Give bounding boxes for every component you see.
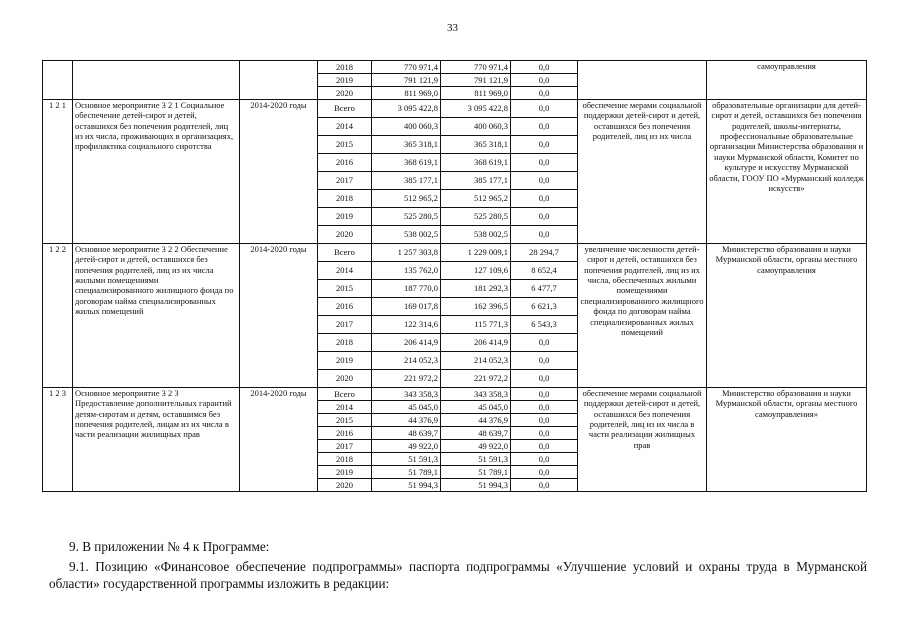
- measure-code: 1 2 2: [43, 244, 73, 388]
- total-cell: 48 639,7: [372, 427, 441, 440]
- year-cell: 2020: [318, 479, 372, 492]
- table-row: [43, 388, 867, 401]
- regional-budget-cell: 400 060,3: [441, 118, 511, 136]
- year-cell: 2017: [318, 440, 372, 453]
- total-cell: 525 280,5: [372, 208, 441, 226]
- measure-period: 2014-2020 годы: [240, 244, 318, 388]
- measure-name: Основное мероприятие 3 2 1 Социальное обеспечение детей-сирот и детей, оставшихся без попечения родителей, лиц из их числа, проживающих в организациях, профилактика социального сиротства: [73, 100, 240, 244]
- other-sources-cell: 0,0: [511, 118, 578, 136]
- other-sources-cell: 6 477,7: [511, 280, 578, 298]
- other-sources-cell: 8 652,4: [511, 262, 578, 280]
- other-sources-cell: 0,0: [511, 226, 578, 244]
- other-sources-cell: 0,0: [511, 87, 578, 100]
- total-cell: 49 922,0: [372, 440, 441, 453]
- regional-budget-cell: 45 045,0: [441, 401, 511, 414]
- regional-budget-cell: 3 095 422,8: [441, 100, 511, 118]
- total-cell: 400 060,3: [372, 118, 441, 136]
- total-cell: 365 318,1: [372, 136, 441, 154]
- year-cell: 2014: [318, 262, 372, 280]
- table-row: [43, 244, 867, 262]
- year-cell: 2016: [318, 154, 372, 172]
- regional-budget-cell: 538 002,5: [441, 226, 511, 244]
- regional-budget-cell: 343 358,3: [441, 388, 511, 401]
- measure-name: Основное мероприятие 3 2 2 Обеспечение детей-сирот и детей, оставшихся без попечения родителей, лиц из их числа жилыми помещениями специализированного жилищного фонда по договорам найма специализированных жилых помещений: [73, 244, 240, 388]
- measure-name: Основное мероприятие 3 2 3 Предоставление дополнительных гарантий детям-сиротам и детям, оставшимся без попечения родителей, лицам из их числа в части реализации жилищных прав: [73, 388, 240, 492]
- year-cell: 2019: [318, 208, 372, 226]
- total-cell: 770 971,4: [372, 61, 441, 74]
- year-cell: 2020: [318, 87, 372, 100]
- other-sources-cell: 0,0: [511, 479, 578, 492]
- regional-budget-cell: 48 639,7: [441, 427, 511, 440]
- regional-budget-cell: 525 280,5: [441, 208, 511, 226]
- regional-budget-cell: 51 994,3: [441, 479, 511, 492]
- year-cell: 2020: [318, 370, 372, 388]
- year-cell: 2018: [318, 190, 372, 208]
- regional-budget-cell: 221 972,2: [441, 370, 511, 388]
- year-cell: Всего: [318, 244, 372, 262]
- year-cell: 2017: [318, 316, 372, 334]
- paragraph-appendix-4: 9. В приложении № 4 к Программе:: [69, 539, 270, 554]
- regional-budget-cell: 181 292,3: [441, 280, 511, 298]
- measure-result: обеспечение мерами социальной поддержки детей-сирот и детей, оставшихся без попечения родителей, лиц из их числа: [578, 100, 707, 244]
- total-cell: 368 619,1: [372, 154, 441, 172]
- total-cell: 221 972,2: [372, 370, 441, 388]
- regional-budget-cell: 1 229 009,1: [441, 244, 511, 262]
- page-number: 33: [447, 22, 458, 34]
- paragraph-9-1: 9.1. Позицию «Финансовое обеспечение подпрограммы» паспорта подпрограммы «Улучшение условий и охраны труда в Мурманской области» государственной программы изложить в редакции:: [49, 559, 867, 591]
- other-sources-cell: 0,0: [511, 388, 578, 401]
- other-sources-cell: 0,0: [511, 401, 578, 414]
- year-cell: 2019: [318, 466, 372, 479]
- year-cell: 2014: [318, 401, 372, 414]
- other-sources-cell: 0,0: [511, 466, 578, 479]
- year-cell: 2015: [318, 280, 372, 298]
- table-row: [43, 61, 867, 74]
- year-cell: 2015: [318, 136, 372, 154]
- other-sources-cell: 0,0: [511, 154, 578, 172]
- other-sources-cell: 0,0: [511, 136, 578, 154]
- regional-budget-cell: 49 922,0: [441, 440, 511, 453]
- measure-executor: Министерство образования и науки Мурманской области, органы местного самоуправления»: [707, 388, 867, 492]
- total-cell: 214 052,3: [372, 352, 441, 370]
- total-cell: 385 177,1: [372, 172, 441, 190]
- total-cell: 791 121,9: [372, 74, 441, 87]
- total-cell: 811 969,0: [372, 87, 441, 100]
- measures-body: [43, 100, 867, 492]
- total-cell: 538 002,5: [372, 226, 441, 244]
- total-cell: 1 257 303,8: [372, 244, 441, 262]
- total-cell: 51 789,1: [372, 466, 441, 479]
- other-sources-cell: 6 621,3: [511, 298, 578, 316]
- other-sources-cell: 0,0: [511, 74, 578, 87]
- regional-budget-cell: 214 052,3: [441, 352, 511, 370]
- program-measures-table: [42, 60, 867, 492]
- year-cell: 2015: [318, 414, 372, 427]
- other-sources-cell: 28 294,7: [511, 244, 578, 262]
- total-cell: 51 994,3: [372, 479, 441, 492]
- total-cell: 512 965,2: [372, 190, 441, 208]
- year-cell: 2020: [318, 226, 372, 244]
- year-cell: 2016: [318, 298, 372, 316]
- measure-executor: Министерство образования и науки Мурманской области, органы местного самоуправления: [707, 244, 867, 388]
- other-sources-cell: 0,0: [511, 427, 578, 440]
- regional-budget-cell: 811 969,0: [441, 87, 511, 100]
- total-cell: 206 414,9: [372, 334, 441, 352]
- other-sources-cell: 6 543,3: [511, 316, 578, 334]
- measure-code: 1 2 1: [43, 100, 73, 244]
- regional-budget-cell: 51 789,1: [441, 466, 511, 479]
- regional-budget-cell: 206 414,9: [441, 334, 511, 352]
- measure-period: 2014-2020 годы: [240, 388, 318, 492]
- other-sources-cell: 0,0: [511, 190, 578, 208]
- regional-budget-cell: 115 771,3: [441, 316, 511, 334]
- other-sources-cell: 0,0: [511, 352, 578, 370]
- total-cell: 122 314,6: [372, 316, 441, 334]
- total-cell: 3 095 422,8: [372, 100, 441, 118]
- year-cell: 2019: [318, 74, 372, 87]
- year-cell: Всего: [318, 388, 372, 401]
- regional-budget-cell: 770 971,4: [441, 61, 511, 74]
- regional-budget-cell: 368 619,1: [441, 154, 511, 172]
- year-cell: 2018: [318, 453, 372, 466]
- measure-result: обеспечение мерами социальной поддержки детей-сирот и детей, оставшихся без попечения родителей, лиц из их числа в части реализации жилищных прав: [578, 388, 707, 492]
- year-cell: 2014: [318, 118, 372, 136]
- total-cell: 187 770,0: [372, 280, 441, 298]
- measure-code: 1 2 3: [43, 388, 73, 492]
- regional-budget-cell: 512 965,2: [441, 190, 511, 208]
- year-cell: 2018: [318, 61, 372, 74]
- year-cell: Всего: [318, 100, 372, 118]
- other-sources-cell: 0,0: [511, 370, 578, 388]
- total-cell: 44 376,9: [372, 414, 441, 427]
- regional-budget-cell: 44 376,9: [441, 414, 511, 427]
- total-cell: 45 045,0: [372, 401, 441, 414]
- other-sources-cell: 0,0: [511, 414, 578, 427]
- measure-executor: образовательные организации для детей-сирот и детей, оставшихся без попечения родителей, школы-интернаты, профессиональные образовательные организации Министерства образования и науки Мурманской области, Комитет по культуре и искусству Мурманской области, ГООУ ПО «Мурманский колледж искусств»: [707, 100, 867, 244]
- other-sources-cell: 0,0: [511, 172, 578, 190]
- total-cell: 343 358,3: [372, 388, 441, 401]
- regional-budget-cell: 127 109,6: [441, 262, 511, 280]
- regional-budget-cell: 791 121,9: [441, 74, 511, 87]
- regional-budget-cell: 162 396,5: [441, 298, 511, 316]
- table-row: [43, 100, 867, 118]
- regional-budget-cell: 51 591,3: [441, 453, 511, 466]
- executor-cell: самоуправления: [707, 61, 867, 100]
- measure-period: 2014-2020 годы: [240, 100, 318, 244]
- regional-budget-cell: 365 318,1: [441, 136, 511, 154]
- regional-budget-cell: 385 177,1: [441, 172, 511, 190]
- year-cell: 2018: [318, 334, 372, 352]
- total-cell: 169 017,8: [372, 298, 441, 316]
- year-cell: 2017: [318, 172, 372, 190]
- other-sources-cell: 0,0: [511, 61, 578, 74]
- measure-result: увеличение численности детей-сирот и детей, оставшихся без попечения родителей, лиц из их числа, обеспеченных жилыми помещениями специализированного жилищного фонда по договорам найма специализированных жилых помещений: [578, 244, 707, 388]
- other-sources-cell: 0,0: [511, 334, 578, 352]
- year-cell: 2016: [318, 427, 372, 440]
- other-sources-cell: 0,0: [511, 453, 578, 466]
- year-cell: 2019: [318, 352, 372, 370]
- total-cell: 135 762,0: [372, 262, 441, 280]
- other-sources-cell: 0,0: [511, 440, 578, 453]
- other-sources-cell: 0,0: [511, 208, 578, 226]
- total-cell: 51 591,3: [372, 453, 441, 466]
- other-sources-cell: 0,0: [511, 100, 578, 118]
